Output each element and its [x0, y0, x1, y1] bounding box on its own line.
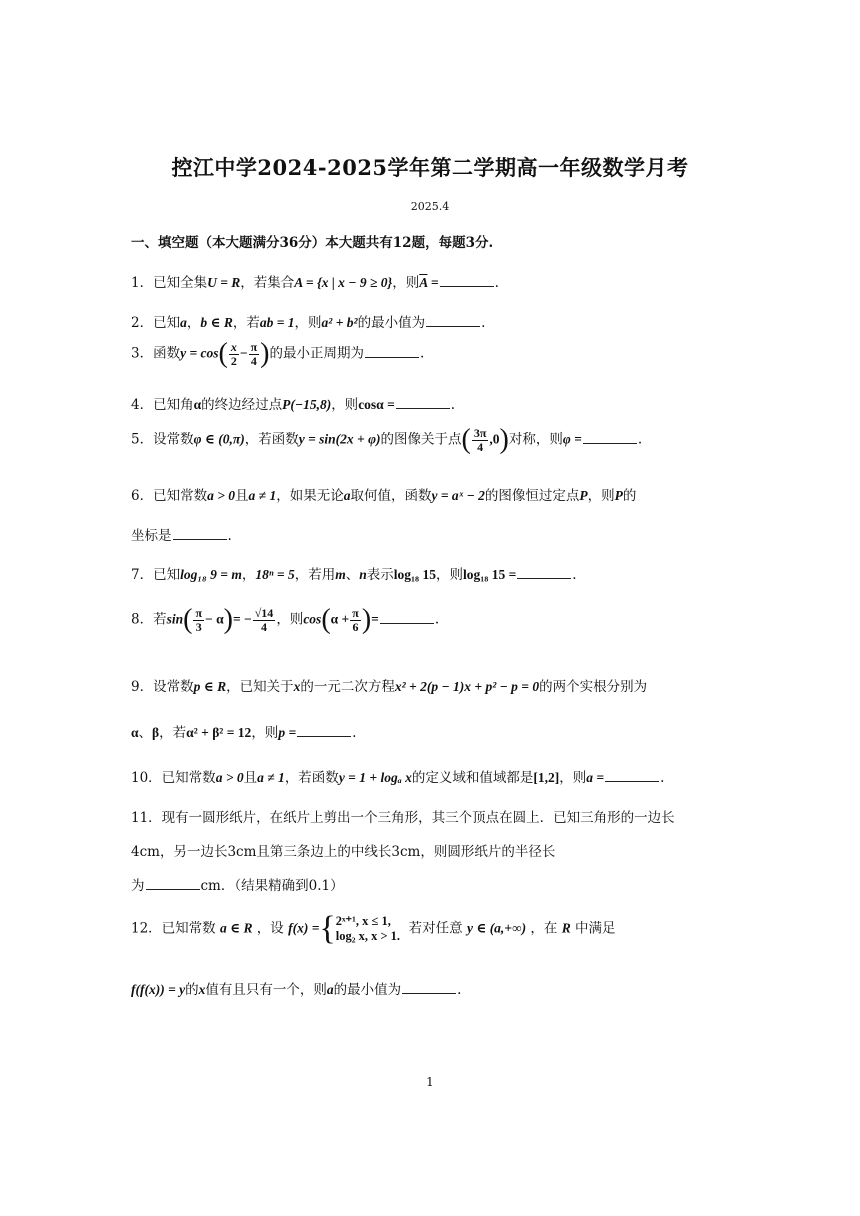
question-1: 1．已知全集U = R，若集合A = {x | x − 9 ≥ 0}，则$\overline{A}$ = . [131, 275, 499, 291]
question-4: 4．已知角α的终边经过点P(−15,8)，则cosα = . [131, 397, 456, 413]
question-9-line-2: α、β，若α² + β² = 12，则p = . [131, 725, 357, 741]
question-7: 7．已知log₁₈ 9 = m，18ⁿ = 5，若用m、n表示log₁₈ 15，则log₁₈ 15 = . [131, 567, 577, 583]
exam-title: 控江中学2024-2025学年第二学期高一年级数学月考 [171, 155, 689, 180]
question-10: 10．已知常数a > 0且a ≠ 1，若函数y = 1 + logₐ x的定义域和值域都是[1,2]，则a = . [131, 770, 665, 786]
section-heading: 一、填空题（本大题满分36分）本大题共有12题，每题3分. [131, 235, 494, 251]
question-11-line-2: 4cm，另一边长3cm且第三条边上的中线长3cm，则圆形纸片的半径长 [131, 844, 556, 860]
question-11-line-1: 11．现有一圆形纸片，在纸片上剪出一个三角形，其三个顶点在圆上．已知三角形的一边长 [131, 810, 675, 826]
answer-blank-9[interactable] [297, 735, 351, 737]
question-12-line-1: 12．已知常数 a ∈ R ，设 f(x) ={ 2ˣ⁺¹, x ≤ 1, log₂ x, x > 1. 若对任意 y ∈ (a,+∞) ，在 R 中满足 [131, 910, 616, 947]
question-9-line-1: 9．设常数p ∈ R，已知关于x的一元二次方程x² + 2(p − 1)x + p² − p = 0的两个实根分别为 [131, 679, 648, 695]
question-3: 3．函数y = cos( $\frac{x}{2}$ − $\frac{\pi}{4}$ )的最小正周期为 . [131, 338, 425, 369]
answer-blank-8[interactable] [380, 622, 434, 624]
answer-blank-3[interactable] [365, 356, 419, 358]
question-5: 5．设常数φ ∈ (0,π)，若函数y = sin(2x + φ)的图像关于点( $\frac{3\pi}{4}$ ,0)对称，则φ = . [131, 424, 643, 455]
question-12-line-2: f(f(x)) = y的x值有且只有一个，则a的最小值为 . [131, 982, 462, 998]
answer-blank-10[interactable] [605, 780, 659, 782]
question-11-line-3: 为 cm．（结果精确到0.1） [131, 878, 344, 894]
exam-date: 2025.4 [410, 200, 450, 213]
answer-blank-6[interactable] [173, 538, 227, 540]
question-6-line-1: 6．已知常数a > 0且a ≠ 1，如果无论a取何值，函数y = aˣ − 2的图像恒过定点P，则P的 [131, 488, 637, 504]
page-number: 1 [426, 1075, 434, 1089]
answer-blank-4[interactable] [396, 407, 450, 409]
answer-blank-1[interactable] [440, 285, 494, 287]
answer-blank-12[interactable] [402, 992, 456, 994]
question-6-line-2: 坐标是 . [131, 528, 232, 544]
answer-blank-5[interactable] [583, 442, 637, 444]
answer-blank-7[interactable] [517, 577, 571, 579]
question-8: 8．若sin( $\frac{\pi}{3}$ − α)= − $\frac{√14}{4}$ ，则cos(α + $\frac{\pi}{6}$ )= . [131, 604, 440, 635]
answer-blank-2[interactable] [426, 325, 480, 327]
question-2: 2．已知a，b ∈ R，若ab = 1，则a² + b²的最小值为 . [131, 315, 486, 331]
answer-blank-11[interactable] [146, 888, 200, 890]
